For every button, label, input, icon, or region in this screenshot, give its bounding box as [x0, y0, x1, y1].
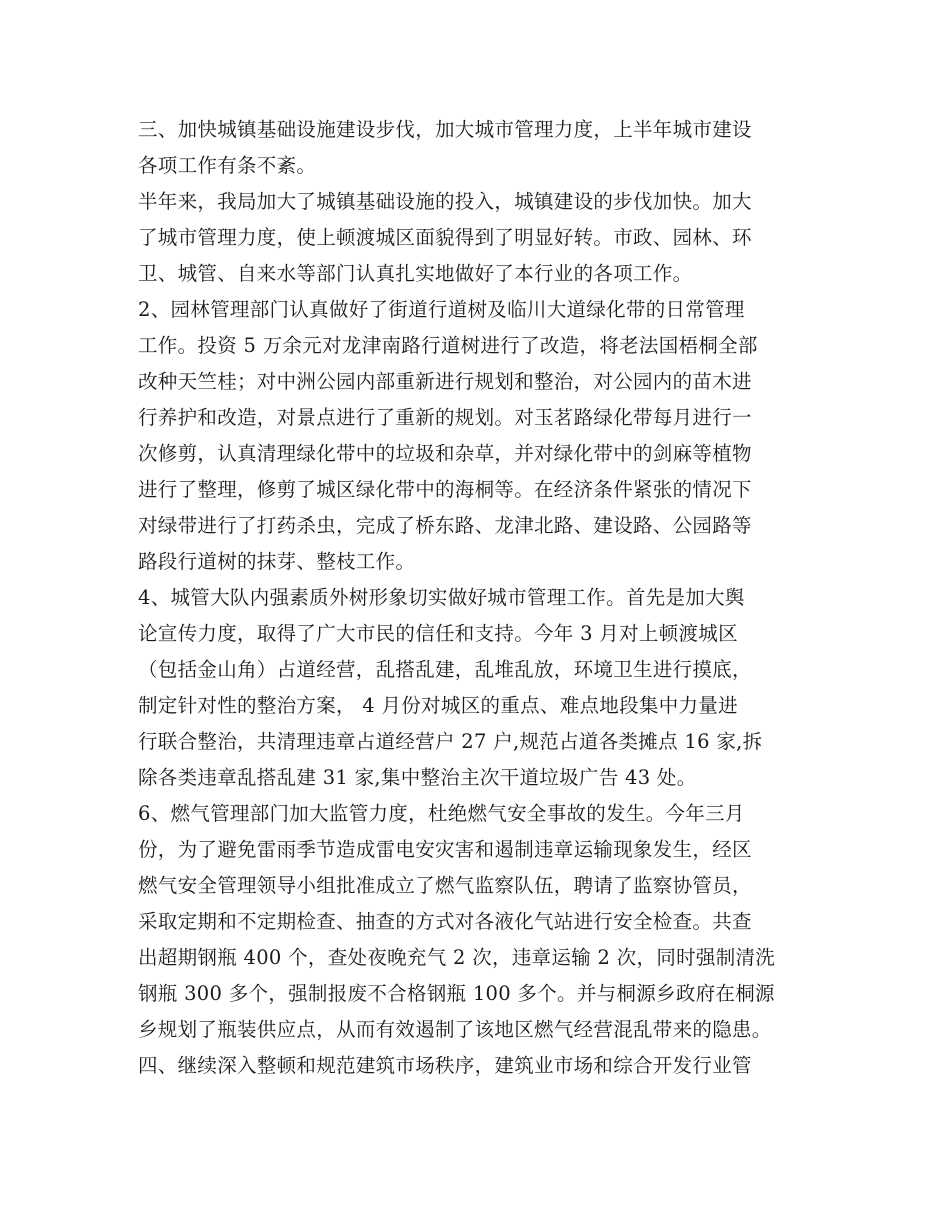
paragraph-line: 了城市管理力度，使上顿渡城区面貌得到了明显好转。市政、园林、环: [138, 226, 752, 249]
paragraph-line: 4、城管大队内强素质外树形象切实做好城市管理工作。首先是加大舆: [138, 586, 745, 609]
paragraph-line: 6、燃气管理部门加大监管力度，杜绝燃气安全事故的发生。今年三月: [138, 802, 745, 825]
paragraph-line: 路段行道树的抹芽、整枝工作。: [138, 550, 416, 573]
paragraph-line: 行联合整治，共清理违章占道经营户 27 户,规范占道各类摊点 16 家,拆: [138, 730, 763, 753]
paragraph-line: 进行了整理，修剪了城区绿化带中的海桐等。在经济条件紧张的情况下: [138, 478, 752, 501]
paragraph-line: 制定针对性的整治方案， 4 月份对城区的重点、难点地段集中力量进: [138, 694, 738, 717]
section-heading-line: 三、加快城镇基础设施建设步伐，加大城市管理力度，上半年城市建设: [138, 118, 752, 141]
paragraph-line: 燃气安全管理领导小组批准成立了燃气监察队伍，聘请了监察协管员，: [138, 874, 752, 897]
paragraph-line: 改种天竺桂；对中洲公园内部重新进行规划和整治，对公园内的苗木进: [138, 370, 752, 393]
paragraph-line: 2、园林管理部门认真做好了街道行道树及临川大道绿化带的日常管理: [138, 298, 745, 321]
paragraph-line: 卫、城管、自来水等部门认真扎实地做好了本行业的各项工作。: [138, 262, 693, 285]
paragraph-line: 份，为了避免雷雨季节造成雷电安灾害和遏制违章运输现象发生，经区: [138, 838, 752, 861]
paragraph-line: 除各类违章乱搭乱建 31 家,集中整治主次干道垃圾广告 43 处。: [138, 766, 697, 789]
paragraph-line: 论宣传力度，取得了广大市民的信任和支持。今年 3 月对上顿渡城区: [138, 622, 738, 645]
paragraph-line: 次修剪，认真清理绿化带中的垃圾和杂草，并对绿化带中的剑麻等植物: [138, 442, 752, 465]
paragraph-line: 行养护和改造，对景点进行了重新的规划。对玉茗路绿化带每月进行一: [138, 406, 752, 429]
paragraph-line: 对绿带进行了打药杀虫，完成了桥东路、龙津北路、建设路、公园路等: [138, 514, 752, 537]
paragraph-line: 出超期钢瓶 400 个，查处夜晚充气 2 次，违章运输 2 次，同时强制清洗: [138, 946, 776, 969]
paragraph-line: （包括金山角）占道经营，乱搭乱建，乱堆乱放，环境卫生进行摸底，: [138, 658, 752, 681]
paragraph-line: 工作。投资 5 万余元对龙津南路行道树进行了改造，将老法国梧桐全部: [138, 334, 758, 357]
document-body: [138, 112, 828, 1084]
paragraph-line: 半年来，我局加大了城镇基础设施的投入，城镇建设的步伐加快。加大: [138, 190, 752, 213]
paragraph-line: 采取定期和不定期检查、抽查的方式对各液化气站进行安全检查。共查: [138, 910, 752, 933]
paragraph-line: 乡规划了瓶装供应点，从而有效遏制了该地区燃气经营混乱带来的隐患。: [138, 1018, 772, 1041]
section-heading-line: 各项工作有条不紊。: [138, 154, 317, 177]
paragraph-line: 钢瓶 300 多个，强制报废不合格钢瓶 100 多个。并与桐源乡政府在桐源: [138, 982, 775, 1005]
section-heading-line: 四、继续深入整顿和规范建筑市场秩序，建筑业市场和综合开发行业管: [138, 1054, 752, 1077]
